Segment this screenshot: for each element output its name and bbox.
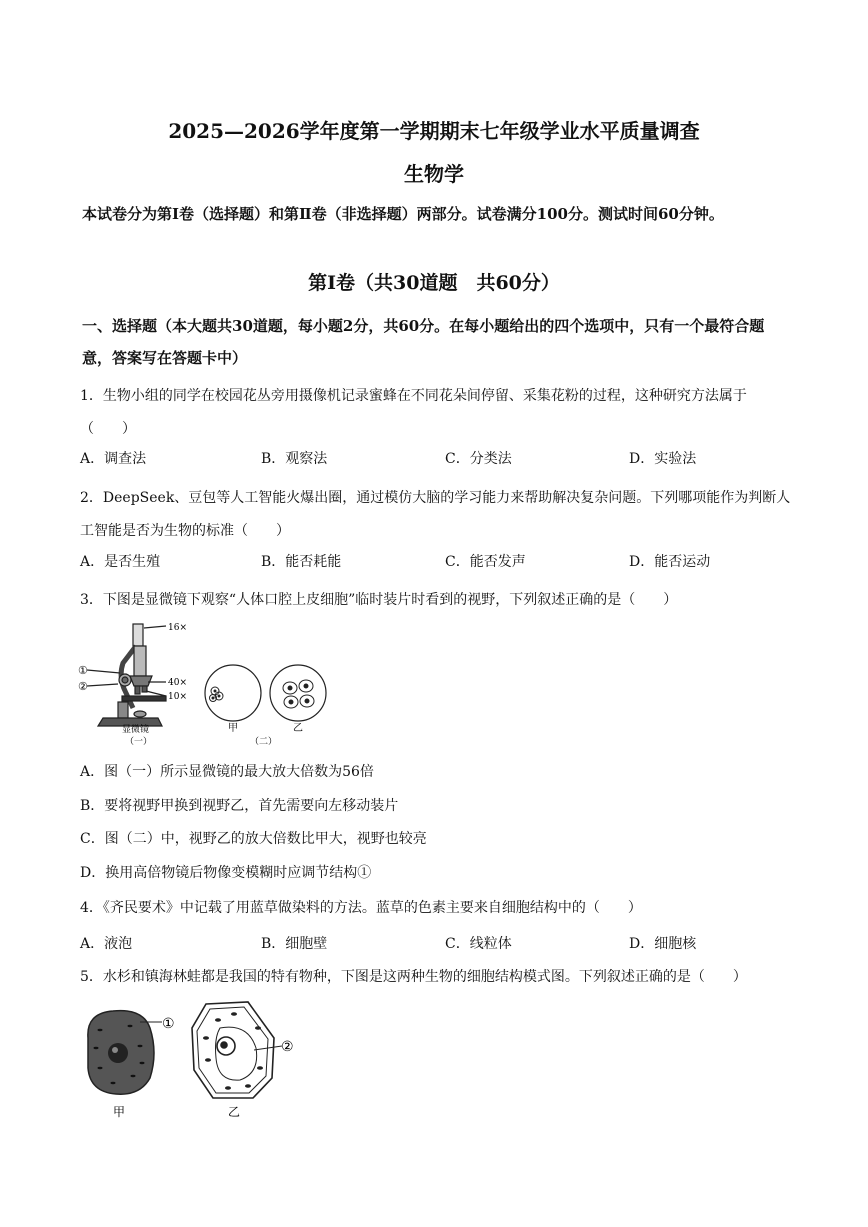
q3-option-c[interactable]: C．图（二）中，视野乙的放大倍数比甲大，视野也较亮 xyxy=(80,831,427,847)
q2-option-b[interactable]: B．能否耗能 xyxy=(261,554,342,570)
exam-intro: 本试卷分为第Ⅰ卷（选择题）和第Ⅱ卷（非选择题）两部分。试卷满分100分。测试时间60分钟。 xyxy=(82,205,724,223)
part-label-2: ② xyxy=(78,680,88,693)
q4-option-c[interactable]: C．线粒体 xyxy=(445,936,512,952)
view-a-cells xyxy=(210,687,224,702)
q2-option-a[interactable]: A．是否生殖 xyxy=(80,554,161,570)
part-label-1: ① xyxy=(78,664,88,677)
q1-option-b[interactable]: B．观察法 xyxy=(261,451,328,467)
q4-option-b[interactable]: B．细胞壁 xyxy=(261,936,328,952)
view-a-label: 甲 xyxy=(228,723,238,734)
cell-b-label: 乙 xyxy=(228,1105,241,1119)
microscope-figure xyxy=(78,618,338,748)
objective-high-label: 40× xyxy=(168,678,187,688)
eyepiece-label: 16× xyxy=(168,623,187,633)
view-b-label: 乙 xyxy=(293,723,303,734)
animal-cell xyxy=(88,1011,162,1095)
figure-1-caption: （一） xyxy=(125,737,153,747)
objective-low-label: 10× xyxy=(168,692,187,702)
figure-2-caption: （二） xyxy=(250,737,278,747)
cell-figure xyxy=(78,998,308,1123)
q2-option-c[interactable]: C．能否发声 xyxy=(445,554,526,570)
q1-option-d[interactable]: D．实验法 xyxy=(629,451,697,467)
subject-title: 生物学 xyxy=(404,162,464,186)
view-b-circle xyxy=(270,665,326,721)
microscope-figure-svg xyxy=(78,618,338,748)
question-4-options xyxy=(80,933,792,963)
question-5-stem: 5．水杉和镇海林蛙都是我国的特有物种，下图是这两种生物的细胞结构模式图。下列叙述正确的是（ ） xyxy=(80,969,747,985)
microscope-illustration xyxy=(87,624,166,726)
question-2-stem: 2．DeepSeek、豆包等人工智能火爆出圈，通过模仿大脑的学习能力来帮助解决复杂问题。下列哪项能作为判断人工智能是否为生物的标准（ ） xyxy=(80,490,791,539)
q3-option-d[interactable]: D．换用高倍物镜后物像变模糊时应调节结构① xyxy=(80,865,372,881)
q3-option-a[interactable]: A．图（一）所示显微镜的最大放大倍数为56倍 xyxy=(80,764,374,780)
question-1-stem: 1．生物小组的同学在校园花丛旁用摄像机记录蜜蜂在不同花朵间停留、采集花粉的过程，这种研究方法属于（ ） xyxy=(80,388,747,437)
cell-label-2: ② xyxy=(281,1039,294,1055)
cell-figure-svg xyxy=(78,998,308,1123)
question-4-stem: 4．《齐民要术》中记载了用蓝草做染料的方法。蓝草的色素主要来自细胞结构中的（ ） xyxy=(80,900,642,916)
q2-option-d[interactable]: D．能否运动 xyxy=(629,554,711,570)
q4-option-d[interactable]: D．细胞核 xyxy=(629,936,697,952)
view-b-cells xyxy=(283,680,314,708)
cell-label-1: ① xyxy=(162,1016,175,1032)
q1-option-a[interactable]: A．调查法 xyxy=(80,451,147,467)
cell-a-label: 甲 xyxy=(113,1105,126,1119)
plant-cell xyxy=(192,1002,282,1098)
section-instruction: 一、选择题（本大题共30道题，每小题2分，共60分。在每小题给出的四个选项中，只有一个最符合题意，答案写在答题卡中） xyxy=(82,317,765,367)
question-1-options xyxy=(80,448,792,478)
exam-title: 2025—2026学年度第一学期期末七年级学业水平质量调查 xyxy=(168,119,700,143)
microscope-caption: 显微镜 xyxy=(122,725,150,735)
question-3-stem: 3．下图是显微镜下观察“人体口腔上皮细胞”临时装片时看到的视野，下列叙述正确的是（ ） xyxy=(80,592,678,608)
q3-option-b[interactable]: B．要将视野甲换到视野乙，首先需要向左移动装片 xyxy=(80,798,399,814)
question-2-options xyxy=(80,551,792,581)
section-title: 第Ⅰ卷（共30道题 共60分） xyxy=(308,272,560,294)
view-a-circle xyxy=(205,665,261,721)
q4-option-a[interactable]: A．液泡 xyxy=(80,936,133,952)
q1-option-c[interactable]: C．分类法 xyxy=(445,451,512,467)
